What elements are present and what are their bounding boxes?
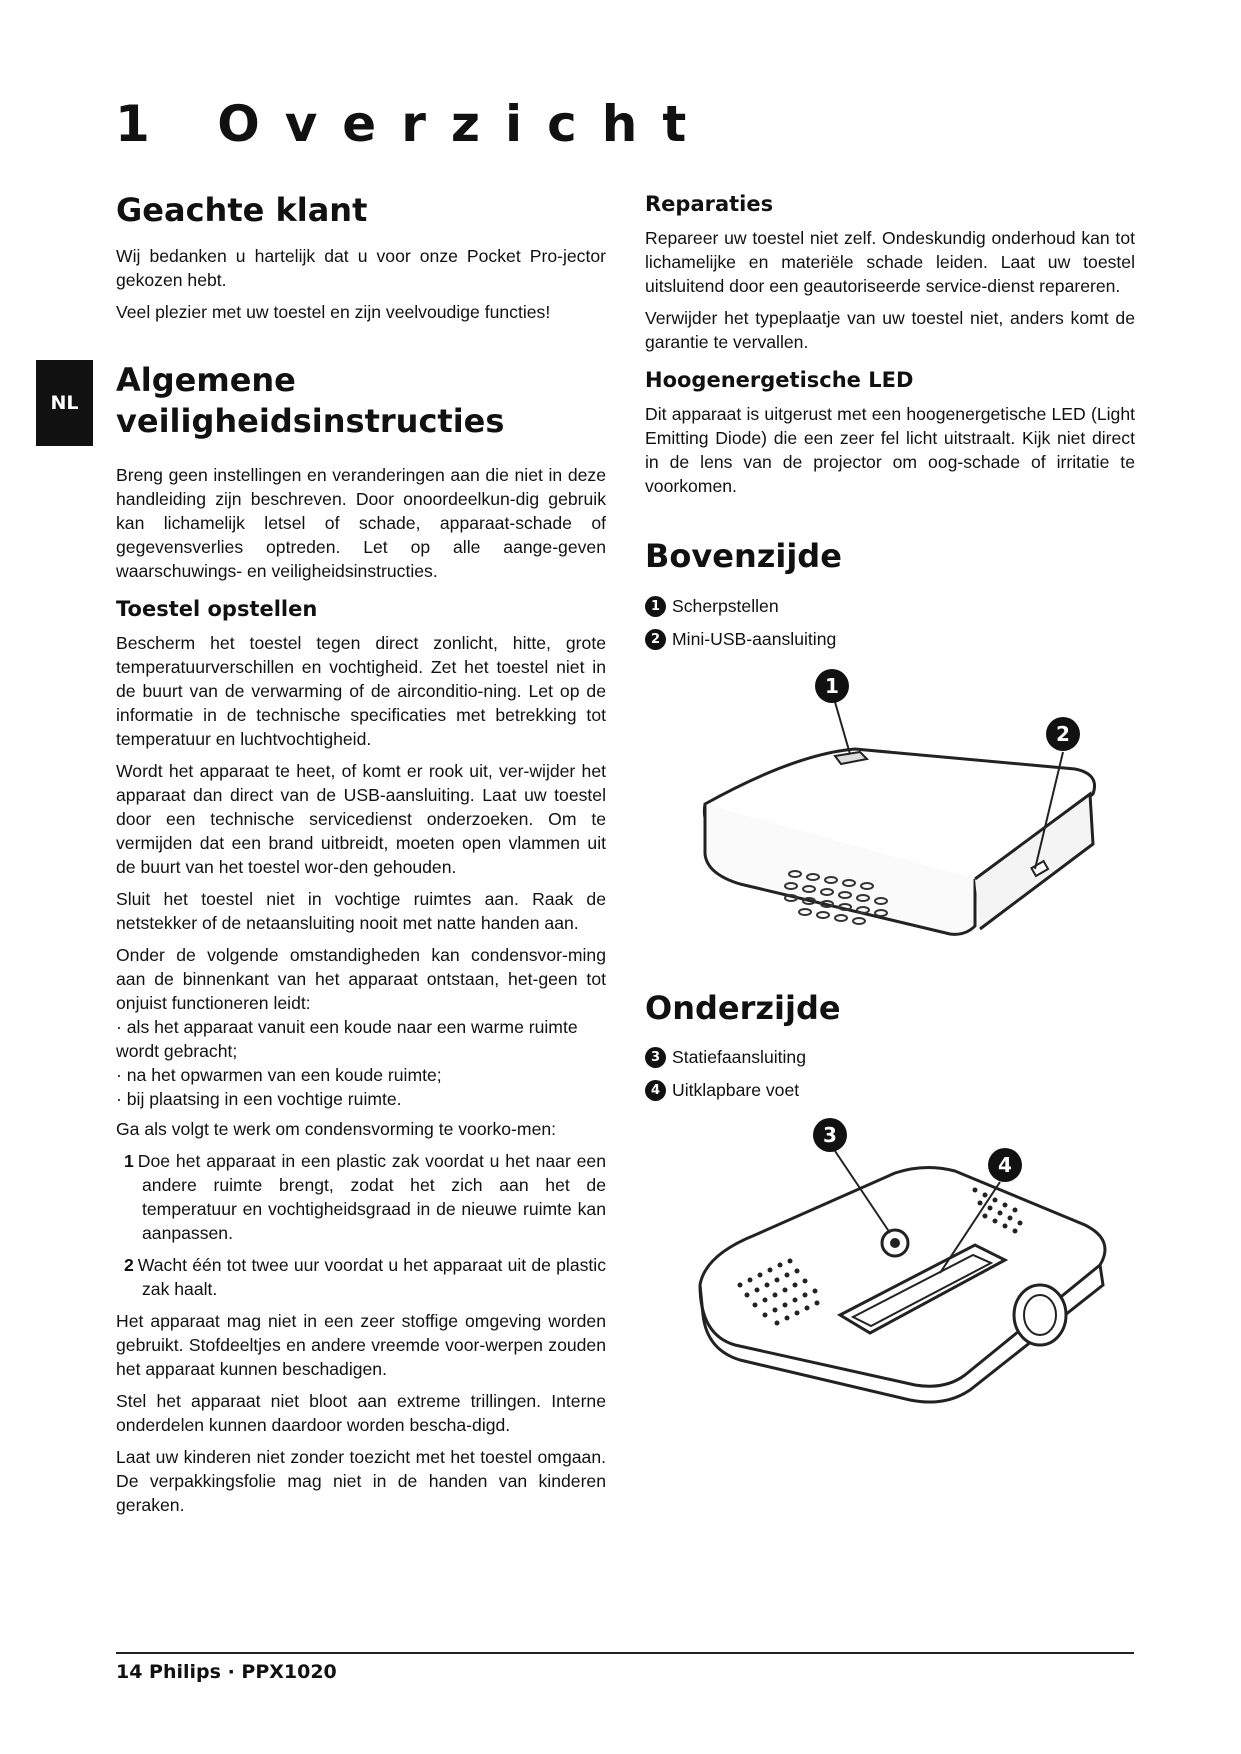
- list-item: · bij plaatsing in een vochtige ruimte.: [116, 1088, 402, 1109]
- list-item: · na het opwarmen van een koude ruimte;: [116, 1064, 442, 1085]
- step-item: [116, 1149, 606, 1245]
- legend-label: Statiefaansluiting: [672, 1047, 806, 1068]
- svg-text:1: 1: [825, 673, 839, 698]
- projector-top-illustration: [645, 664, 1135, 954]
- legend-label: Uitklapbare voet: [672, 1080, 800, 1101]
- svg-text:4: 4: [998, 1153, 1012, 1178]
- paragraph: Het apparaat mag niet in een zeer stoffige omgeving worden gebruikt. Stofdeeltjes en andere vreemde voor-werpen zouden het apparaat kunnen beschadigen.: [116, 1310, 606, 1379]
- top-legend: [645, 590, 1135, 656]
- steps-list: [116, 1149, 606, 1301]
- paragraph: Laat uw kinderen niet zonder toezicht met het toestel omgaan. De verpakkingsfolie mag niet in de handen van kinderen geraken.: [116, 1446, 606, 1515]
- paragraph: Repareer uw toestel niet zelf. Ondeskundig onderhoud kan tot lichamelijke en materiële schade leiden. Laat uw toestel uitsluitend door een geautoriseerde service-dienst repareren.: [645, 228, 1135, 296]
- svg-text:2: 2: [1056, 721, 1070, 746]
- number-badge: 1: [645, 596, 666, 617]
- left-column: [116, 190, 606, 1525]
- step-number: 2: [124, 1254, 134, 1275]
- language-tab: NL: [36, 360, 93, 446]
- page-title: 1 Overzicht: [115, 95, 712, 153]
- heading-led: Hoogenergetische LED: [645, 368, 914, 392]
- paragraph: Breng geen instellingen en veranderingen aan die niet in deze handleiding zijn beschreven. Door onoordeelkun-dig gebruik kan lichamelijk letsel of schade, apparaat-schade of gegevensverlies optreden. Let op alle aange-geven waarschuwings- en veiligheidsinstructies.: [116, 464, 606, 581]
- heading-veiligheid: [116, 360, 606, 443]
- page-footer: 14 Philips · PPX1020: [116, 1661, 337, 1683]
- list-item: · als het apparaat vanuit een koude naar een warme ruimte wordt gebracht;: [116, 1016, 578, 1061]
- legend-label: Mini-USB-aansluiting: [672, 628, 837, 649]
- condensation-list: [116, 1015, 606, 1111]
- heading-geachte-klant: Geachte klant: [116, 191, 368, 229]
- paragraph: Sluit het toestel niet in vochtige ruimtes aan. Raak de netstekker of de netaansluiting nooit met natte handen aan.: [116, 888, 606, 933]
- heading-onderzijde: Onderzijde: [645, 988, 841, 1027]
- paragraph: Bescherm het toestel tegen direct zonlicht, hitte, grote temperatuurverschillen en vochtigheid. Zet het toestel niet in de buurt van de verwarming of de airconditio-ning. Let op de informatie in de technische specificaties met betrekking tot temperatuur en luchtvochtigheid.: [116, 632, 606, 749]
- heading-line: Algemene: [116, 360, 296, 399]
- heading-toestel-opstellen: Toestel opstellen: [116, 596, 318, 621]
- paragraph: Ga als volgt te werk om condensvorming te voorko-men:: [116, 1118, 557, 1139]
- paragraph: Wij bedanken u hartelijk dat u voor onze Pocket Pro-jector gekozen hebt.: [116, 245, 606, 290]
- svg-text:3: 3: [823, 1123, 837, 1148]
- heading-bovenzijde: Bovenzijde: [645, 537, 842, 575]
- step-text: Wacht één tot twee uur voordat u het apparaat uit de plastic zak haalt.: [137, 1254, 606, 1299]
- heading-reparaties: Reparaties: [645, 192, 774, 216]
- projector-bottom-illustration: [645, 1115, 1135, 1405]
- legend-item: [645, 1041, 1135, 1074]
- paragraph: Onder de volgende omstandigheden kan condensvor-ming aan de binnenkant van het apparaat ontstaan, het-geen tot onjuist functioneren leidt:: [116, 944, 606, 1013]
- legend-label: Scherpstellen: [672, 595, 779, 616]
- heading-line: veiligheidsinstructies: [116, 402, 505, 441]
- right-column: [645, 190, 1135, 1405]
- number-badge: 3: [645, 1047, 666, 1068]
- legend-item: [645, 590, 1135, 623]
- footer-divider: [116, 1652, 1134, 1654]
- step-number: 1: [124, 1150, 134, 1171]
- paragraph: Dit apparaat is uitgerust met een hoogenergetische LED (Light Emitting Diode) die een zeer fel licht uitstraalt. Kijk niet direct in de lens van de projector om oog-schade of irritatie te voorkomen.: [645, 404, 1135, 496]
- step-item: [116, 1253, 606, 1301]
- number-badge: 2: [645, 629, 666, 650]
- legend-item: [645, 623, 1135, 656]
- paragraph: Verwijder het typeplaatje van uw toestel niet, anders komt de garantie te vervallen.: [645, 308, 1135, 352]
- paragraph: Wordt het apparaat te heet, of komt er rook uit, ver-wijder het apparaat dan direct van de USB-aansluiting. Laat uw toestel door een technische servicedienst onderzoeken. Om te vermijden dat een brand uitbreidt, moeten open vlammen uit de buurt van het toestel wor-den gehouden.: [116, 760, 606, 877]
- step-text: Doe het apparaat in een plastic zak voordat u het naar een andere ruimte brengt, zodat het zich aan het de temperatuur en vochtigheidsgraad in de nieuwe ruimte kan aanpassen.: [137, 1150, 606, 1243]
- paragraph: Veel plezier met uw toestel en zijn veelvoudige functies!: [116, 301, 551, 322]
- bottom-legend: [645, 1041, 1135, 1107]
- paragraph: Stel het apparaat niet bloot aan extreme trillingen. Interne onderdelen kunnen daardoor worden bescha-digd.: [116, 1390, 606, 1435]
- number-badge: 4: [645, 1080, 666, 1101]
- legend-item: [645, 1074, 1135, 1107]
